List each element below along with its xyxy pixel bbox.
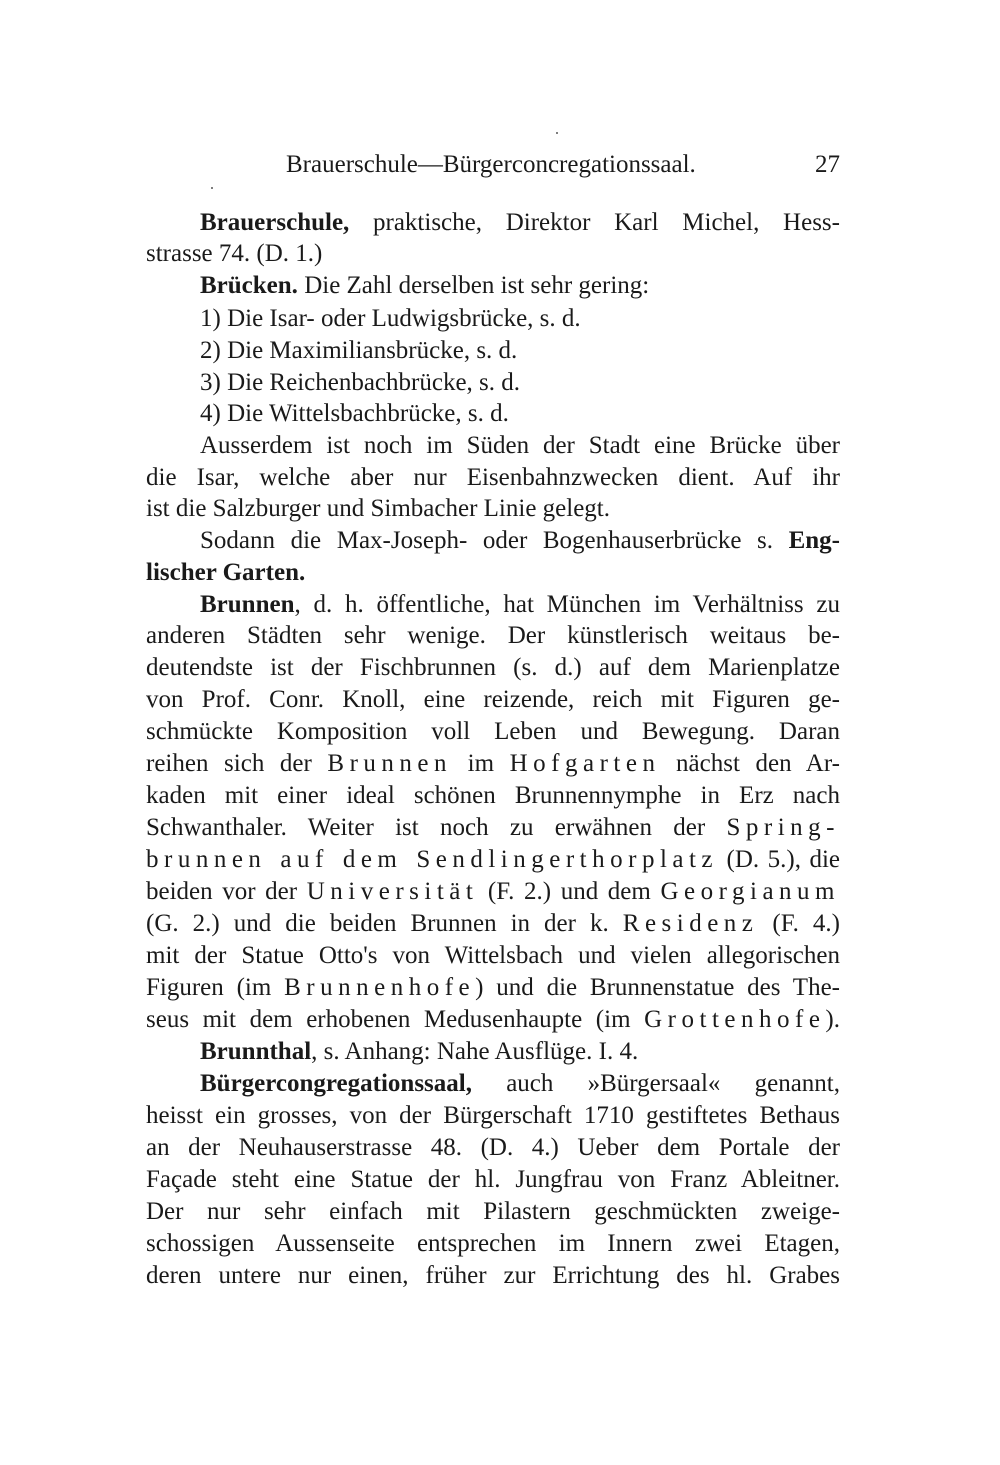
text-line: brunnen auf dem Sendlingerthorplatz (D. 5.), die	[146, 846, 840, 873]
text-line: schmückte Komposition voll Leben und Bewegung. Daran	[146, 718, 840, 745]
entry-term: Brauerschule,	[200, 209, 350, 236]
text-line: Schwanthaler. Weiter ist noch zu erwähnen der Spring-	[146, 814, 840, 841]
entry-term: Brunnthal	[200, 1038, 312, 1065]
text-line: Figuren (im Brunnenhofe) und die Brunnenstatue des The-	[146, 974, 841, 1001]
text-line: Brunnthal, s. Anhang: Nahe Ausflüge. I. 4.	[200, 1038, 639, 1065]
text-line: anderen Städten sehr wenige. Der künstlerisch weitaus be-	[146, 622, 840, 649]
text-line: beiden vor der Universität (F. 2.) und dem Georgianum	[146, 878, 840, 905]
text-line: deutendste ist der Fischbrunnen (s. d.) auf dem Marienplatze	[146, 654, 840, 681]
text-line: deren untere nur einen, früher zur Errichtung des hl. Grabes	[146, 1262, 840, 1289]
text-line: mit der Statue Otto's von Wittelsbach und vielen allegorischen	[146, 942, 840, 969]
running-header	[286, 148, 840, 182]
text-line: (G. 2.) und die beiden Brunnen in der k. Residenz (F. 4.)	[146, 910, 840, 937]
entry-term: Brücken.	[200, 272, 298, 299]
list-item: 3) Die Reichenbachbrücke, s. d.	[200, 369, 521, 396]
cross-reference: lischer Garten.	[146, 559, 306, 586]
text-line: strasse 74. (D. 1.)	[146, 240, 323, 267]
text-line	[146, 557, 840, 589]
running-title: Brauerschule—Bürgerconcregationssaal.	[286, 151, 696, 178]
cross-reference: Eng-	[788, 527, 840, 554]
text-line: Brunnen, d. h. öffentliche, hat München im Verhältniss zu	[200, 591, 840, 618]
page-number: 27	[815, 151, 840, 178]
text-line: Brücken. Die Zahl derselben ist sehr gering:	[200, 272, 650, 299]
text-line: seus mit dem erhobenen Medusenhaupte (im Grottenhofe).	[146, 1006, 840, 1033]
ink-speck	[556, 132, 558, 134]
entry-term: Bürgercongregationssaal,	[200, 1070, 472, 1097]
text-line: von Prof. Conr. Knoll, eine reizende, reich mit Figuren ge-	[146, 686, 840, 713]
text-line: Sodann die Max-Joseph- oder Bogenhauserbrücke s. Eng-	[200, 527, 840, 554]
ink-speck	[211, 187, 213, 189]
text-line: kaden mit einer ideal schönen Brunnennymphe in Erz nach	[146, 782, 840, 809]
text-line: reihen sich der Brunnen im Hofgarten nächst den Ar-	[146, 750, 840, 777]
text-line: ist die Salzburger und Simbacher Linie gelegt.	[146, 495, 611, 522]
text-line: Der nur sehr einfach mit Pilastern geschmückten zweige-	[146, 1198, 840, 1225]
text-line: die Isar, welche aber nur Eisenbahnzwecken dient. Auf ihr	[146, 464, 840, 491]
list-item: 2) Die Maximiliansbrücke, s. d.	[200, 337, 518, 364]
text-line: Bürgercongregationssaal, auch »Bürgersaal« genannt,	[200, 1070, 840, 1097]
entry-term: Brunnen	[200, 591, 295, 618]
text-line: Façade steht eine Statue der hl. Jungfrau von Franz Ableitner.	[146, 1166, 840, 1193]
list-item: 4) Die Wittelsbachbrücke, s. d.	[200, 400, 509, 427]
text-line: Brauerschule, praktische, Direktor Karl Michel, Hess-	[200, 209, 840, 236]
text-line: Ausserdem ist noch im Süden der Stadt eine Brücke über	[200, 432, 840, 459]
list-item: 1) Die Isar- oder Ludwigsbrücke, s. d.	[200, 305, 581, 332]
text-line: heisst ein grosses, von der Bürgerschaft 1710 gestiftetes Bethaus	[146, 1102, 840, 1129]
text-line: schossigen Aussenseite entsprechen im Innern zwei Etagen,	[146, 1230, 840, 1257]
text-line: an der Neuhauserstrasse 48. (D. 4.) Ueber dem Portale der	[146, 1134, 840, 1161]
